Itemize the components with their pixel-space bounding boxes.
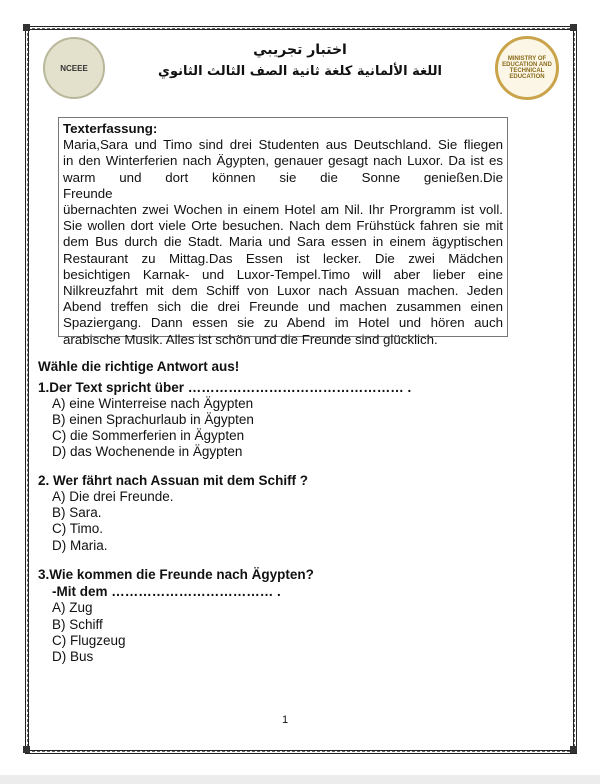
border-corner <box>23 24 30 31</box>
answer-option: B) einen Sprachurlaub in Ägypten <box>52 412 254 427</box>
logo-text: MINISTRY OF EDUCATION AND TECHNICAL EDUCATION <box>502 56 552 80</box>
viewer-background <box>0 775 600 784</box>
question-1: 1.Der Text spricht über ………………………………………… . <box>38 380 412 395</box>
passage-line: übernachten zwei Wochen in einem Hotel am Nil. Ihr Prorgramm ist voll. <box>63 202 503 218</box>
question-2: 2. Wer fährt nach Assuan mit dem Schiff ? <box>38 473 309 488</box>
answer-option: A) eine Winterreise nach Ägypten <box>52 396 254 411</box>
answer-option: D) Bus <box>52 649 94 664</box>
page-number: 1 <box>282 714 289 726</box>
passage-line: besichtigen Karnak- und Luxor-Tempel.Timo will aber lieber eine <box>63 266 503 282</box>
passage-line: Maria,Sara und Timo sind drei Studenten aus Deutschland. Sie fliegen <box>63 137 503 153</box>
question-3-prompt: -Mit dem ……………………………… . <box>52 584 281 599</box>
passage-line: warm und dort können sie die Sonne genießen.Die Freunde <box>63 169 503 201</box>
logo-text: NCEEE <box>60 63 88 73</box>
answer-option: D) das Wochenende in Ägypten <box>52 444 243 459</box>
border-corner <box>570 24 577 31</box>
passage-line: arabische Musik. Alles ist schön und die Freunde sind glücklich. <box>63 331 438 347</box>
answer-option: C) Flugzeug <box>52 633 126 648</box>
answer-option: B) Schiff <box>52 617 103 632</box>
reading-passage <box>58 117 508 347</box>
answer-option: D) Maria. <box>52 538 108 553</box>
answer-option: B) Sara. <box>52 505 102 520</box>
passage-line: Sie wollen dort viele Orte besuchen. Nach dem Frühstück fahren sie mit <box>63 218 503 234</box>
question-3: 3.Wie kommen die Freunde nach Ägypten? <box>38 567 314 582</box>
passage-line: Nilkreuzfahrt mit dem Schiff von Luxor nach Assuan machen. Jeden <box>63 283 503 299</box>
instruction: Wähle die richtige Antwort aus! <box>38 359 240 374</box>
passage-line: dem Bus durch die Stadt. Maria und Sara essen in einem ägyptischen <box>63 234 503 250</box>
passage-line: Spaziergang. Dann essen sie zu Abend im Hotel und hören auch <box>63 315 503 331</box>
answer-option: C) die Sommerferien in Ägypten <box>52 428 245 443</box>
answer-option: A) Zug <box>52 600 93 615</box>
answer-option: C) Timo. <box>52 521 104 536</box>
border-corner <box>23 746 30 753</box>
answer-option: A) Die drei Freunde. <box>52 489 174 504</box>
exam-title: اختبار تجريبي <box>253 42 347 58</box>
passage-heading: Texterfassung: <box>63 121 158 136</box>
passage-line: in den Winterferien nach Ägypten, genauer gesagt nach Luxor. Da ist es <box>63 153 503 169</box>
passage-line: Abend treffen sich die drei Freunde und machen zusammen einen <box>63 299 503 315</box>
border-corner <box>570 746 577 753</box>
exam-subtitle: اللغة الألمانية كلغة ثانية الصف الثالث الثانوي <box>158 64 442 79</box>
passage-line: Restaurant zu Mittag.Das Essen ist lecker. Die zwei Mädchen <box>63 250 503 266</box>
